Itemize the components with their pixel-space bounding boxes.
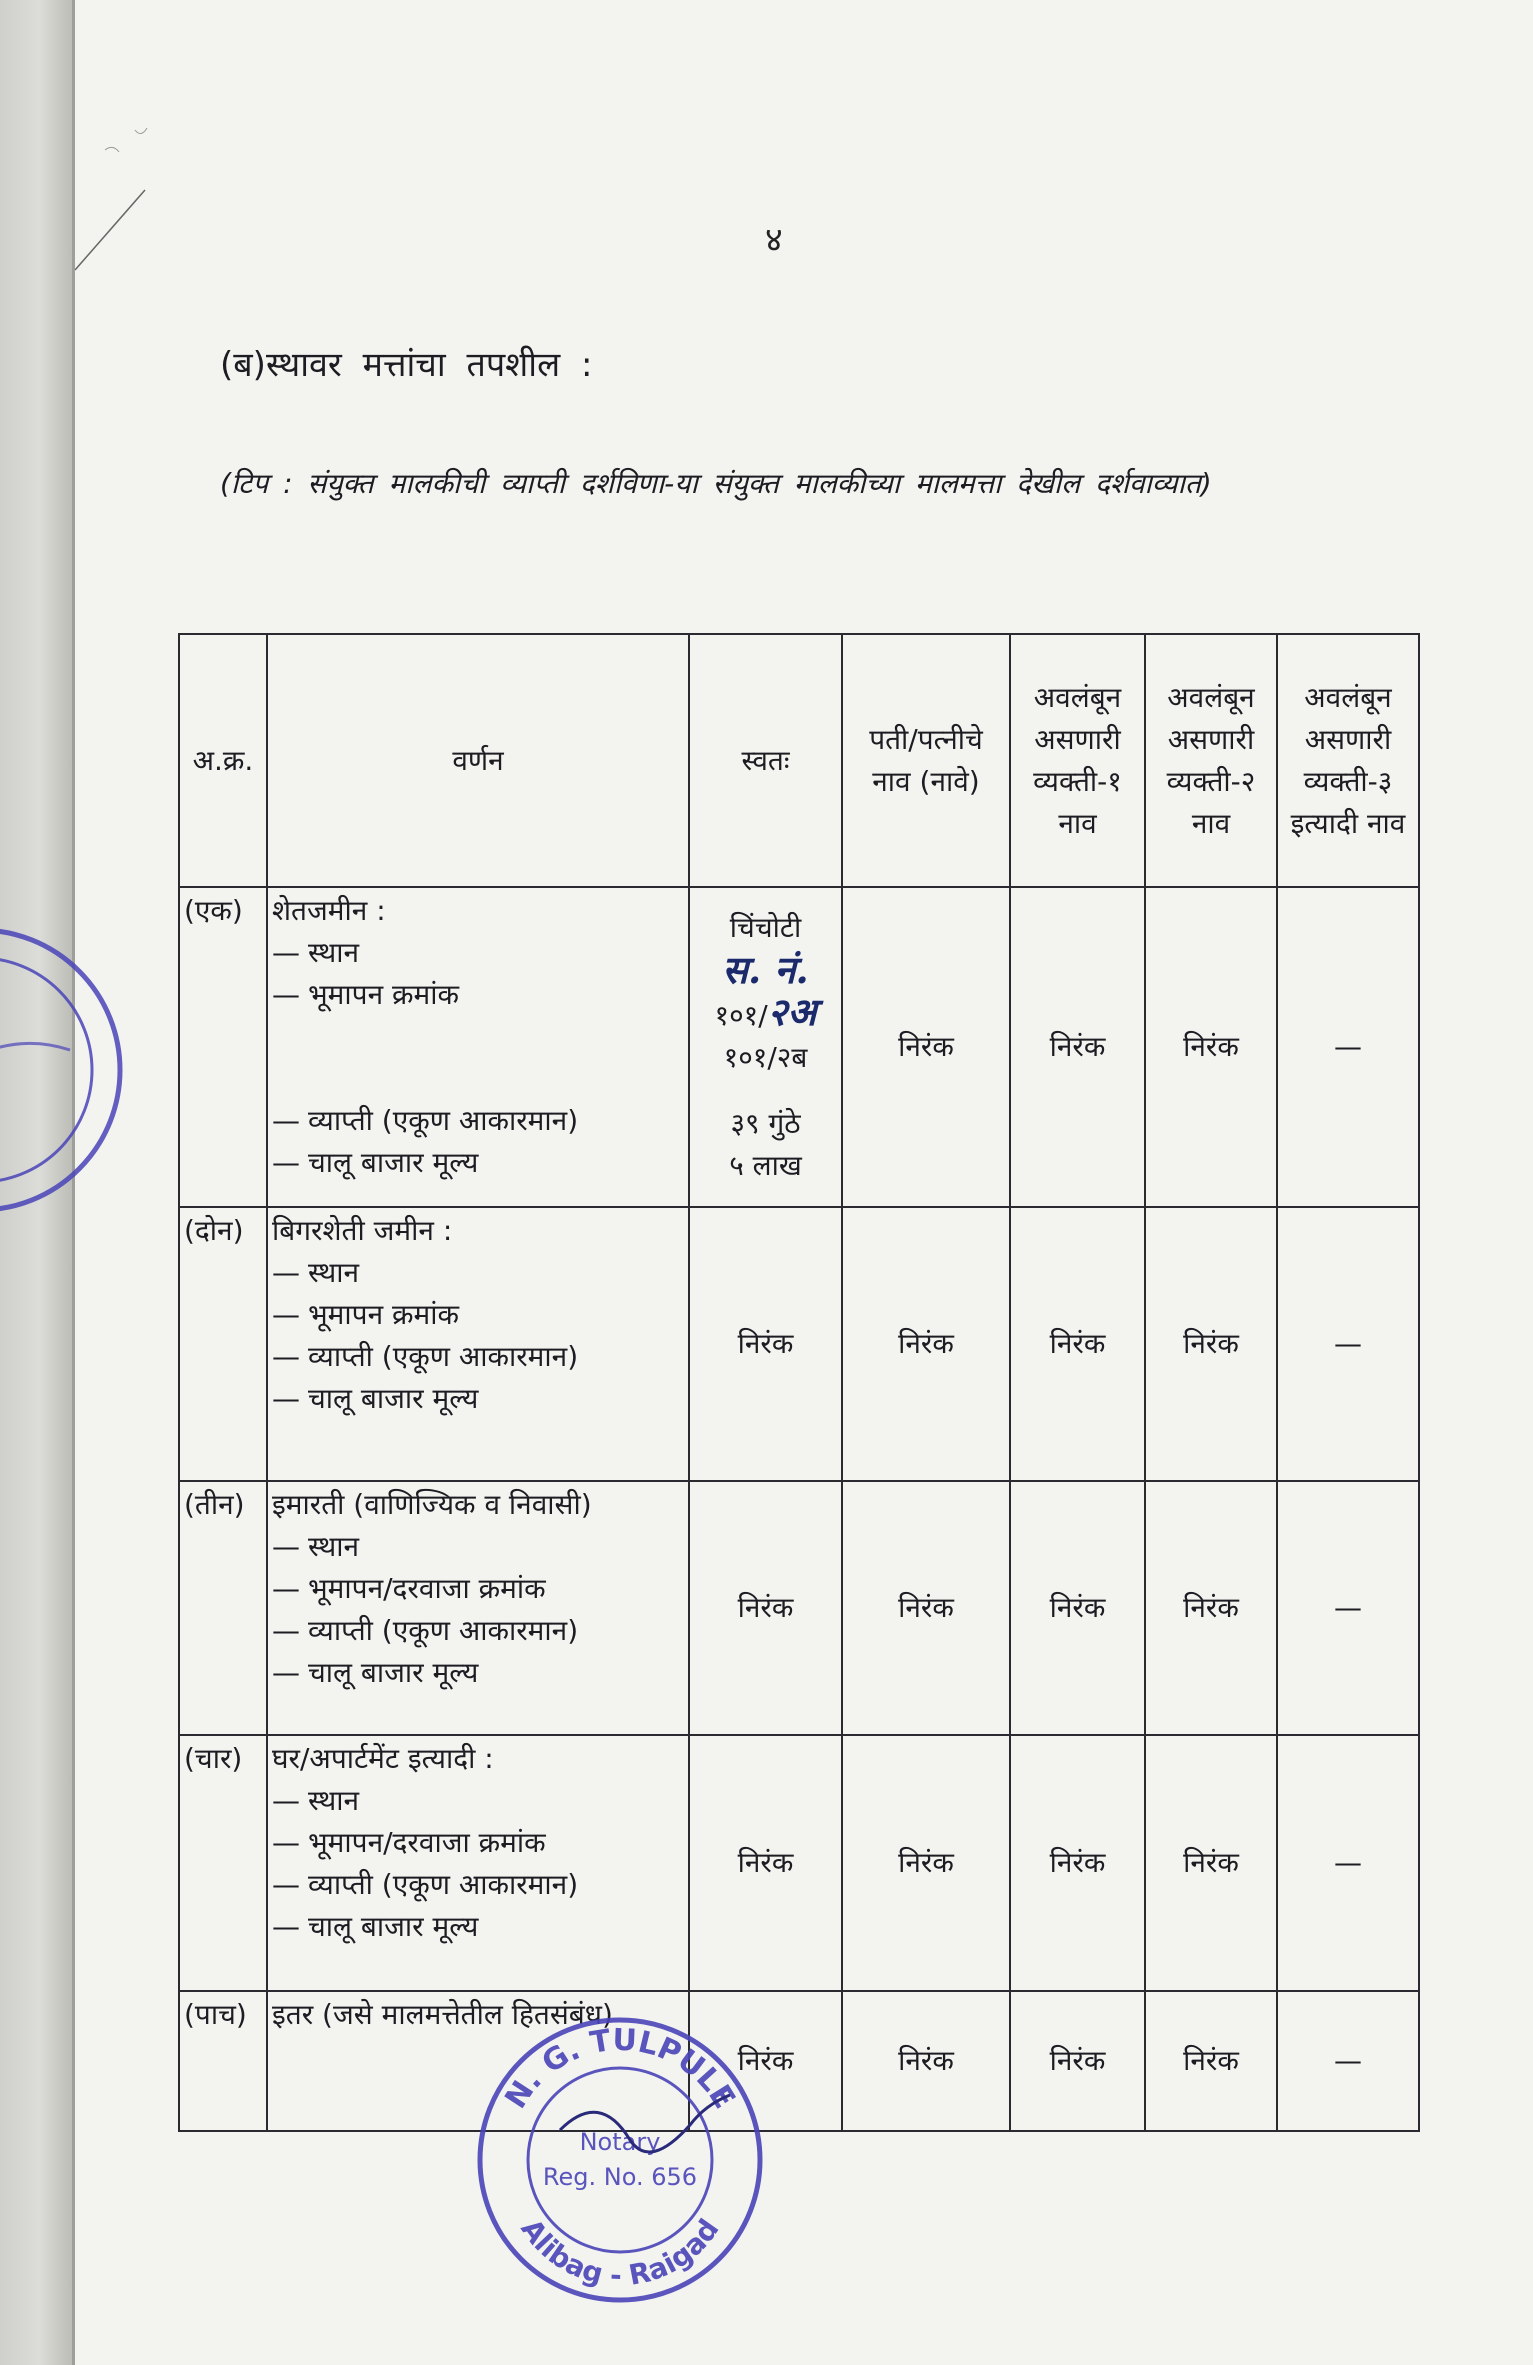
self-place: चिंचोटी	[729, 911, 802, 944]
section-heading: (ब)स्थावर मत्तांचा तपशील :	[220, 345, 593, 385]
row-item: — चालू बाजार मूल्य	[272, 1910, 479, 1943]
row-item: — व्याप्ती (एकूण आकारमान)	[272, 1340, 579, 1373]
row-title: घर/अपार्टमेंट इत्यादी :	[272, 1742, 494, 1775]
row-item: — स्थान	[272, 1784, 360, 1817]
immovable-assets-table	[178, 633, 1420, 2132]
row-dependent-1: निरंक	[1010, 1735, 1145, 1991]
row-spacer	[272, 1016, 682, 1100]
notary-seal-partial	[0, 920, 150, 1220]
table-row	[179, 1481, 1419, 1735]
header-self: स्वतः	[689, 634, 842, 887]
row-dependent-1: निरंक	[1010, 887, 1145, 1207]
row-dependent-3: —	[1277, 887, 1419, 1207]
table-row	[179, 1735, 1419, 1991]
seal-place-text: Alibag - Raigad	[514, 2212, 726, 2293]
row-sr: (दोन)	[179, 1207, 267, 1481]
row-dependent-2: निरंक	[1145, 1735, 1277, 1991]
self-handwritten-survey-label: स. नं.	[722, 947, 809, 992]
self-survey-1-handwritten: २अ	[767, 989, 817, 1034]
table-row	[179, 887, 1419, 1207]
note-text: (टिप : संयुक्त मालकीची व्याप्ती दर्शविणा-या संयुक्त मालकीच्या मालमत्ता देखील दर्शवाव्यात)	[220, 467, 1212, 500]
row-dependent-1: निरंक	[1010, 1991, 1145, 2131]
row-dependent-1: निरंक	[1010, 1481, 1145, 1735]
row-sr: (चार)	[179, 1735, 267, 1991]
row-description	[267, 1207, 689, 1481]
row-dependent-2: निरंक	[1145, 1481, 1277, 1735]
row-dependent-3: —	[1277, 1207, 1419, 1481]
row-spouse: निरंक	[842, 1481, 1010, 1735]
row-item: — चालू बाजार मूल्य	[272, 1146, 479, 1179]
row-item: — भूमापन क्रमांक	[272, 978, 460, 1011]
row-dependent-3: —	[1277, 1481, 1419, 1735]
row-item: — चालू बाजार मूल्य	[272, 1656, 479, 1689]
row-title: इमारती (वाणिज्यिक व निवासी)	[272, 1488, 592, 1521]
row-dependent-3: —	[1277, 1735, 1419, 1991]
row-spouse: निरंक	[842, 1735, 1010, 1991]
row-title: इतर (जसे मालमत्तेतील हितसंबंध)	[272, 1998, 613, 2031]
header-row	[179, 634, 1419, 887]
row-item: — व्याप्ती (एकूण आकारमान)	[272, 1614, 579, 1647]
row-self: निरंक	[689, 1481, 842, 1735]
table-row	[179, 1991, 1419, 2131]
row-item: — व्याप्ती (एकूण आकारमान)	[272, 1868, 579, 1901]
row-dependent-2: निरंक	[1145, 1991, 1277, 2131]
row-self: निरंक	[689, 1991, 842, 2131]
row-spouse: निरंक	[842, 1991, 1010, 2131]
row-item: — भूमापन क्रमांक	[272, 1298, 460, 1331]
row-title: बिगरशेती जमीन :	[272, 1214, 453, 1247]
row-dependent-1: निरंक	[1010, 1207, 1145, 1481]
header-dependent-1: अवलंबून असणारी व्यक्ती-१ नाव	[1010, 634, 1145, 887]
row-description	[267, 1735, 689, 1991]
row-sr: (तीन)	[179, 1481, 267, 1735]
row-item: — भूमापन/दरवाजा क्रमांक	[272, 1826, 546, 1859]
row-spouse: निरंक	[842, 1207, 1010, 1481]
row-item: — स्थान	[272, 1530, 360, 1563]
row-item: — चालू बाजार मूल्य	[272, 1382, 479, 1415]
row-sr: (एक)	[179, 887, 267, 1207]
self-survey-2: १०१/२ब	[723, 1041, 808, 1074]
page-number: ४	[765, 220, 783, 260]
row-self	[689, 887, 842, 1207]
row-item: — स्थान	[272, 936, 360, 969]
row-spouse: निरंक	[842, 887, 1010, 1207]
seal-title-text: Notary	[579, 2128, 661, 2156]
header-sr: अ.क्र.	[179, 634, 267, 887]
row-title: शेतजमीन :	[272, 894, 386, 927]
table-row	[179, 1207, 1419, 1481]
header-dependent-2: अवलंबून असणारी व्यक्ती-२ नाव	[1145, 634, 1277, 887]
self-spacer	[696, 1079, 835, 1103]
self-area: ३९ गुंठे	[730, 1107, 801, 1140]
row-item: — स्थान	[272, 1256, 360, 1289]
seal-name-text: N. G. TULPULE	[498, 2022, 742, 2115]
row-self: निरंक	[689, 1735, 842, 1991]
row-item: — व्याप्ती (एकूण आकारमान)	[272, 1104, 579, 1137]
row-sr: (पाच)	[179, 1991, 267, 2131]
row-self: निरंक	[689, 1207, 842, 1481]
row-dependent-3: —	[1277, 1991, 1419, 2131]
self-value: ५ लाख	[729, 1149, 802, 1182]
row-dependent-2: निरंक	[1145, 887, 1277, 1207]
header-description: वर्णन	[267, 634, 689, 887]
header-dependent-3: अवलंबून असणारी व्यक्ती-३ इत्यादी नाव	[1277, 634, 1419, 887]
seal-reg-text: Reg. No. 656	[542, 2163, 698, 2191]
row-item: — भूमापन/दरवाजा क्रमांक	[272, 1572, 546, 1605]
notary-seal	[470, 2010, 770, 2310]
row-dependent-2: निरंक	[1145, 1207, 1277, 1481]
self-survey-1: १०१/२अ	[714, 989, 817, 1034]
row-description	[267, 1481, 689, 1735]
row-description	[267, 887, 689, 1207]
pencil-marks	[75, 0, 275, 300]
header-spouse: पती/पत्नीचे नाव (नावे)	[842, 634, 1010, 887]
